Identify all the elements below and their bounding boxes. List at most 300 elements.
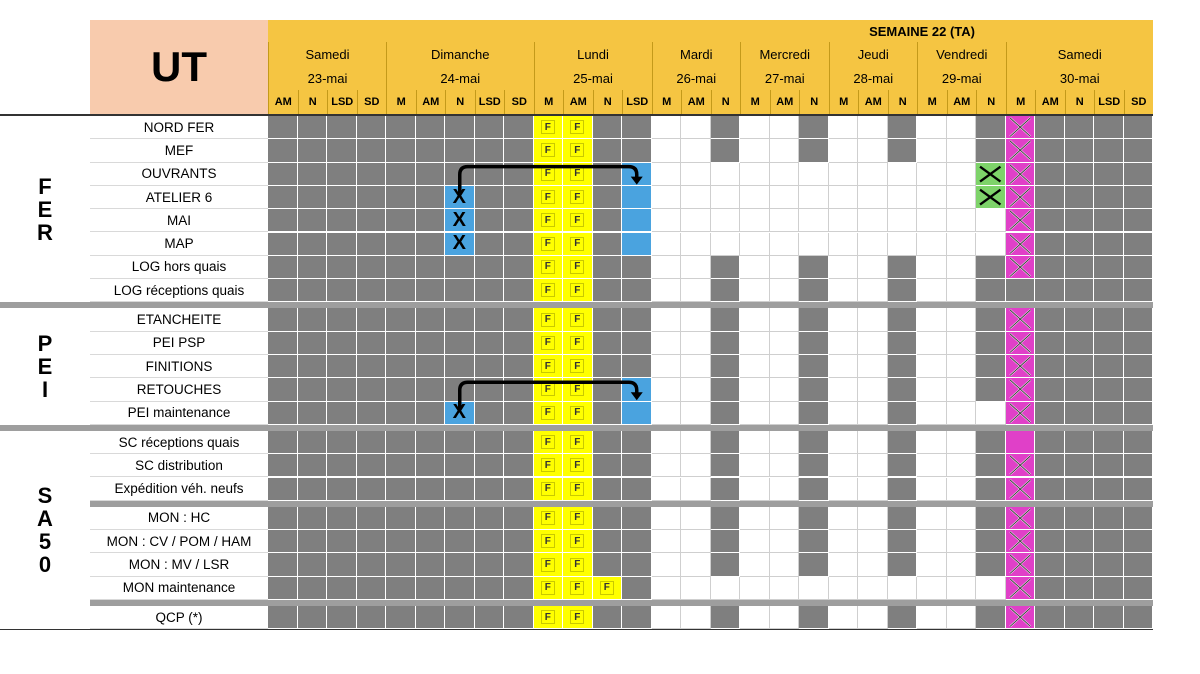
cancelled-cross-cell[interactable] (1006, 378, 1036, 401)
grid-cell[interactable] (1065, 553, 1095, 576)
worked-cell-F[interactable] (534, 402, 564, 425)
grid-cell[interactable] (1035, 530, 1065, 553)
grid-cell[interactable] (652, 530, 682, 553)
cancelled-cross-cell[interactable] (1006, 355, 1036, 378)
grid-cell[interactable] (858, 163, 888, 186)
grid-cell[interactable] (475, 606, 505, 629)
grid-cell[interactable] (386, 454, 416, 477)
grid-cell[interactable] (976, 378, 1006, 401)
grid-cell[interactable] (947, 209, 977, 232)
grid-cell[interactable] (917, 279, 947, 302)
grid-cell[interactable] (681, 233, 711, 256)
grid-cell[interactable] (858, 378, 888, 401)
grid-cell[interactable] (740, 507, 770, 530)
grid-cell[interactable] (1065, 332, 1095, 355)
grid-cell[interactable] (504, 577, 534, 600)
grid-cell[interactable] (799, 186, 829, 209)
cancelled-cross-cell[interactable] (1006, 209, 1036, 232)
moved-shift-cell[interactable] (622, 163, 652, 186)
grid-cell[interactable] (829, 209, 859, 232)
grid-cell[interactable] (799, 378, 829, 401)
grid-cell[interactable] (357, 478, 387, 501)
grid-cell[interactable] (858, 256, 888, 279)
grid-cell[interactable] (829, 163, 859, 186)
grid-cell[interactable] (770, 308, 800, 331)
worked-cell-F[interactable] (563, 209, 593, 232)
grid-cell[interactable] (681, 577, 711, 600)
cancelled-cross-cell[interactable] (1006, 577, 1036, 600)
grid-cell[interactable] (770, 478, 800, 501)
grid-cell[interactable] (475, 478, 505, 501)
grid-cell[interactable] (622, 116, 652, 139)
grid-cell[interactable] (681, 186, 711, 209)
grid-cell[interactable] (475, 279, 505, 302)
worked-cell-F[interactable] (534, 553, 564, 576)
cancelled-cross-cell[interactable] (1006, 116, 1036, 139)
grid-cell[interactable] (888, 577, 918, 600)
grid-cell[interactable] (799, 402, 829, 425)
grid-cell[interactable] (799, 530, 829, 553)
grid-cell[interactable] (711, 507, 741, 530)
grid-cell[interactable] (386, 402, 416, 425)
grid-cell[interactable] (799, 308, 829, 331)
grid-cell[interactable] (386, 478, 416, 501)
grid-cell[interactable] (652, 606, 682, 629)
grid-cell[interactable] (1065, 454, 1095, 477)
grid-cell[interactable] (622, 308, 652, 331)
grid-cell[interactable] (740, 530, 770, 553)
grid-cell[interactable] (1094, 256, 1124, 279)
grid-cell[interactable] (416, 553, 446, 576)
grid-cell[interactable] (327, 139, 357, 162)
grid-cell[interactable] (504, 139, 534, 162)
grid-cell[interactable] (298, 186, 328, 209)
grid-cell[interactable] (652, 507, 682, 530)
grid-cell[interactable] (357, 507, 387, 530)
grid-cell[interactable] (888, 402, 918, 425)
grid-cell[interactable] (652, 431, 682, 454)
grid-cell[interactable] (268, 332, 298, 355)
grid-cell[interactable] (740, 454, 770, 477)
grid-cell[interactable] (947, 478, 977, 501)
grid-cell[interactable] (622, 454, 652, 477)
grid-cell[interactable] (652, 209, 682, 232)
grid-cell[interactable] (386, 163, 416, 186)
grid-cell[interactable] (711, 355, 741, 378)
grid-cell[interactable] (652, 355, 682, 378)
grid-cell[interactable] (1094, 478, 1124, 501)
grid-cell[interactable] (976, 139, 1006, 162)
grid-cell[interactable] (622, 553, 652, 576)
cancelled-cross-cell[interactable] (1006, 256, 1036, 279)
grid-cell[interactable] (1094, 332, 1124, 355)
worked-cell-F[interactable] (534, 163, 564, 186)
grid-cell[interactable] (357, 116, 387, 139)
grid-cell[interactable] (268, 186, 298, 209)
grid-cell[interactable] (416, 606, 446, 629)
grid-cell[interactable] (770, 256, 800, 279)
grid-cell[interactable] (1124, 454, 1154, 477)
grid-cell[interactable] (1094, 606, 1124, 629)
grid-cell[interactable] (416, 308, 446, 331)
grid-cell[interactable] (593, 139, 623, 162)
grid-cell[interactable] (504, 186, 534, 209)
grid-cell[interactable] (947, 256, 977, 279)
grid-cell[interactable] (327, 308, 357, 331)
grid-cell[interactable] (947, 454, 977, 477)
grid-cell[interactable] (445, 606, 475, 629)
grid-cell[interactable] (1124, 116, 1154, 139)
cancelled-cross-cell[interactable] (1006, 606, 1036, 629)
grid-cell[interactable] (711, 577, 741, 600)
grid-cell[interactable] (268, 402, 298, 425)
grid-cell[interactable] (711, 478, 741, 501)
grid-cell[interactable] (416, 507, 446, 530)
grid-cell[interactable] (416, 378, 446, 401)
grid-cell[interactable] (416, 186, 446, 209)
worked-cell-F[interactable] (534, 116, 564, 139)
grid-cell[interactable] (1124, 402, 1154, 425)
grid-cell[interactable] (888, 355, 918, 378)
worked-cell-F[interactable] (534, 209, 564, 232)
grid-cell[interactable] (1124, 256, 1154, 279)
grid-cell[interactable] (268, 553, 298, 576)
grid-cell[interactable] (1094, 507, 1124, 530)
worked-cell-F[interactable] (534, 378, 564, 401)
grid-cell[interactable] (799, 256, 829, 279)
grid-cell[interactable] (681, 402, 711, 425)
grid-cell[interactable] (593, 256, 623, 279)
grid-cell[interactable] (799, 431, 829, 454)
moved-shift-cell[interactable] (622, 233, 652, 256)
grid-cell[interactable] (593, 233, 623, 256)
grid-cell[interactable] (711, 530, 741, 553)
grid-cell[interactable] (652, 478, 682, 501)
grid-cell[interactable] (1124, 186, 1154, 209)
worked-cell-F[interactable] (563, 233, 593, 256)
grid-cell[interactable] (770, 279, 800, 302)
moved-shift-cell[interactable] (622, 186, 652, 209)
grid-cell[interactable] (799, 332, 829, 355)
grid-cell[interactable] (475, 454, 505, 477)
worked-cell-F[interactable] (534, 431, 564, 454)
grid-cell[interactable] (593, 355, 623, 378)
grid-cell[interactable] (357, 256, 387, 279)
grid-cell[interactable] (1094, 454, 1124, 477)
grid-cell[interactable] (298, 139, 328, 162)
worked-cell-F[interactable] (563, 355, 593, 378)
worked-cell-F[interactable] (563, 256, 593, 279)
grid-cell[interactable] (888, 279, 918, 302)
grid-cell[interactable] (858, 332, 888, 355)
grid-cell[interactable] (622, 530, 652, 553)
grid-cell[interactable] (652, 378, 682, 401)
grid-cell[interactable] (858, 478, 888, 501)
grid-cell[interactable] (298, 355, 328, 378)
grid-cell[interactable] (357, 209, 387, 232)
grid-cell[interactable] (445, 355, 475, 378)
grid-cell[interactable] (622, 577, 652, 600)
grid-cell[interactable] (327, 402, 357, 425)
grid-cell[interactable] (799, 553, 829, 576)
grid-cell[interactable] (681, 332, 711, 355)
grid-cell[interactable] (976, 116, 1006, 139)
grid-cell[interactable] (711, 116, 741, 139)
grid-cell[interactable] (681, 209, 711, 232)
grid-cell[interactable] (268, 163, 298, 186)
grid-cell[interactable] (357, 530, 387, 553)
grid-cell[interactable] (1065, 577, 1095, 600)
grid-cell[interactable] (740, 256, 770, 279)
grid-cell[interactable] (386, 606, 416, 629)
grid-cell[interactable] (917, 454, 947, 477)
grid-cell[interactable] (593, 186, 623, 209)
grid-cell[interactable] (386, 355, 416, 378)
grid-cell[interactable] (268, 507, 298, 530)
grid-cell[interactable] (1065, 478, 1095, 501)
grid-cell[interactable] (1065, 378, 1095, 401)
grid-cell[interactable] (298, 577, 328, 600)
grid-cell[interactable] (1065, 402, 1095, 425)
grid-cell[interactable] (386, 279, 416, 302)
grid-cell[interactable] (386, 530, 416, 553)
grid-cell[interactable] (770, 606, 800, 629)
grid-cell[interactable] (1065, 209, 1095, 232)
grid-cell[interactable] (357, 332, 387, 355)
grid-cell[interactable] (681, 431, 711, 454)
grid-cell[interactable] (829, 530, 859, 553)
cancelled-cross-cell[interactable] (1006, 454, 1036, 477)
worked-cell-F[interactable] (563, 163, 593, 186)
grid-cell[interactable] (976, 355, 1006, 378)
grid-cell[interactable] (416, 355, 446, 378)
grid-cell[interactable] (1124, 163, 1154, 186)
grid-cell[interactable] (976, 233, 1006, 256)
grid-cell[interactable] (976, 431, 1006, 454)
grid-cell[interactable] (947, 507, 977, 530)
grid-cell[interactable] (711, 308, 741, 331)
worked-cell-F[interactable] (534, 454, 564, 477)
grid-cell[interactable] (976, 553, 1006, 576)
grid-cell[interactable] (711, 256, 741, 279)
grid-cell[interactable] (475, 209, 505, 232)
worked-cell-F[interactable] (563, 116, 593, 139)
grid-cell[interactable] (327, 577, 357, 600)
grid-cell[interactable] (445, 139, 475, 162)
grid-cell[interactable] (475, 308, 505, 331)
grid-cell[interactable] (445, 332, 475, 355)
grid-cell[interactable] (386, 378, 416, 401)
grid-cell[interactable] (652, 454, 682, 477)
grid-cell[interactable] (268, 233, 298, 256)
cancelled-cross-cell[interactable] (1006, 233, 1036, 256)
grid-cell[interactable] (858, 606, 888, 629)
grid-cell[interactable] (357, 577, 387, 600)
grid-cell[interactable] (947, 233, 977, 256)
grid-cell[interactable] (445, 553, 475, 576)
grid-cell[interactable] (1065, 606, 1095, 629)
grid-cell[interactable] (740, 209, 770, 232)
cancelled-cross-cell[interactable] (1006, 139, 1036, 162)
grid-cell[interactable] (1035, 402, 1065, 425)
grid-cell[interactable] (1035, 308, 1065, 331)
worked-cell-F[interactable] (563, 332, 593, 355)
grid-cell[interactable] (504, 355, 534, 378)
grid-cell[interactable] (652, 163, 682, 186)
grid-cell[interactable] (947, 378, 977, 401)
grid-cell[interactable] (1065, 163, 1095, 186)
grid-cell[interactable] (947, 332, 977, 355)
grid-cell[interactable] (1094, 355, 1124, 378)
grid-cell[interactable] (1094, 530, 1124, 553)
grid-cell[interactable] (829, 308, 859, 331)
grid-cell[interactable] (799, 163, 829, 186)
grid-cell[interactable] (298, 233, 328, 256)
grid-cell[interactable] (652, 553, 682, 576)
grid-cell[interactable] (1065, 256, 1095, 279)
grid-cell[interactable] (976, 478, 1006, 501)
grid-cell[interactable] (475, 431, 505, 454)
grid-cell[interactable] (888, 256, 918, 279)
cancelled-cross-cell[interactable] (1006, 402, 1036, 425)
grid-cell[interactable] (976, 507, 1006, 530)
grid-cell[interactable] (1065, 507, 1095, 530)
grid-cell[interactable] (268, 116, 298, 139)
grid-cell[interactable] (622, 256, 652, 279)
grid-cell[interactable] (475, 507, 505, 530)
grid-cell[interactable] (858, 577, 888, 600)
cancelled-cross-cell[interactable] (1006, 478, 1036, 501)
grid-cell[interactable] (386, 116, 416, 139)
grid-cell[interactable] (858, 431, 888, 454)
grid-cell[interactable] (416, 163, 446, 186)
grid-cell[interactable] (1065, 279, 1095, 302)
grid-cell[interactable] (681, 116, 711, 139)
grid-cell[interactable] (416, 209, 446, 232)
grid-cell[interactable] (445, 507, 475, 530)
grid-cell[interactable] (416, 402, 446, 425)
grid-cell[interactable] (1124, 507, 1154, 530)
grid-cell[interactable] (829, 378, 859, 401)
grid-cell[interactable] (770, 186, 800, 209)
worked-cell-F[interactable] (563, 478, 593, 501)
worked-cell-F[interactable] (563, 553, 593, 576)
grid-cell[interactable] (298, 431, 328, 454)
grid-cell[interactable] (829, 279, 859, 302)
grid-cell[interactable] (681, 355, 711, 378)
grid-cell[interactable] (1094, 163, 1124, 186)
grid-cell[interactable] (888, 308, 918, 331)
grid-cell[interactable] (770, 116, 800, 139)
grid-cell[interactable] (829, 507, 859, 530)
grid-cell[interactable] (799, 507, 829, 530)
grid-cell[interactable] (1094, 279, 1124, 302)
grid-cell[interactable] (504, 606, 534, 629)
moved-shift-cell[interactable] (622, 378, 652, 401)
grid-cell[interactable] (976, 402, 1006, 425)
grid-cell[interactable] (947, 530, 977, 553)
grid-cell[interactable] (740, 139, 770, 162)
grid-cell[interactable] (445, 454, 475, 477)
grid-cell[interactable] (917, 431, 947, 454)
grid-cell[interactable] (1124, 478, 1154, 501)
grid-cell[interactable] (917, 332, 947, 355)
grid-cell[interactable] (652, 279, 682, 302)
grid-cell[interactable] (740, 163, 770, 186)
grid-cell[interactable] (298, 530, 328, 553)
grid-cell[interactable] (416, 256, 446, 279)
grid-cell[interactable] (711, 606, 741, 629)
grid-cell[interactable] (268, 577, 298, 600)
grid-cell[interactable] (504, 116, 534, 139)
grid-cell[interactable] (829, 332, 859, 355)
grid-cell[interactable] (445, 308, 475, 331)
grid-cell[interactable] (268, 308, 298, 331)
grid-cell[interactable] (1035, 163, 1065, 186)
grid-cell[interactable] (416, 332, 446, 355)
grid-cell[interactable] (917, 186, 947, 209)
grid-cell[interactable] (770, 378, 800, 401)
grid-cell[interactable] (1094, 378, 1124, 401)
grid-cell[interactable] (888, 233, 918, 256)
grid-cell[interactable] (504, 209, 534, 232)
grid-cell[interactable] (740, 478, 770, 501)
grid-cell[interactable] (858, 279, 888, 302)
grid-cell[interactable] (504, 553, 534, 576)
grid-cell[interactable] (858, 454, 888, 477)
cancelled-cross-cell[interactable] (1006, 507, 1036, 530)
grid-cell[interactable] (917, 553, 947, 576)
grid-cell[interactable] (681, 507, 711, 530)
grid-cell[interactable] (740, 553, 770, 576)
grid-cell[interactable] (386, 553, 416, 576)
grid-cell[interactable] (1065, 355, 1095, 378)
worked-cell-F[interactable] (534, 332, 564, 355)
grid-cell[interactable] (298, 116, 328, 139)
grid-cell[interactable] (1065, 530, 1095, 553)
worked-cell-F[interactable] (534, 606, 564, 629)
grid-cell[interactable] (829, 256, 859, 279)
grid-cell[interactable] (799, 209, 829, 232)
grid-cell[interactable] (268, 478, 298, 501)
grid-cell[interactable] (740, 378, 770, 401)
grid-cell[interactable] (1035, 116, 1065, 139)
grid-cell[interactable] (445, 279, 475, 302)
grid-cell[interactable] (1094, 186, 1124, 209)
grid-cell[interactable] (268, 378, 298, 401)
grid-cell[interactable] (357, 186, 387, 209)
grid-cell[interactable] (947, 279, 977, 302)
grid-cell[interactable] (1124, 355, 1154, 378)
worked-cell-F[interactable] (563, 279, 593, 302)
grid-cell[interactable] (770, 233, 800, 256)
grid-cell[interactable] (1094, 139, 1124, 162)
grid-cell[interactable] (386, 233, 416, 256)
grid-cell[interactable] (1035, 553, 1065, 576)
grid-cell[interactable] (799, 233, 829, 256)
grid-cell[interactable] (416, 431, 446, 454)
grid-cell[interactable] (298, 553, 328, 576)
grid-cell[interactable] (1065, 233, 1095, 256)
grid-cell[interactable] (681, 606, 711, 629)
grid-cell[interactable] (799, 577, 829, 600)
grid-cell[interactable] (1124, 553, 1154, 576)
grid-cell[interactable] (740, 279, 770, 302)
grid-cell[interactable] (976, 577, 1006, 600)
grid-cell[interactable] (1124, 308, 1154, 331)
grid-cell[interactable] (327, 279, 357, 302)
grid-cell[interactable] (947, 139, 977, 162)
